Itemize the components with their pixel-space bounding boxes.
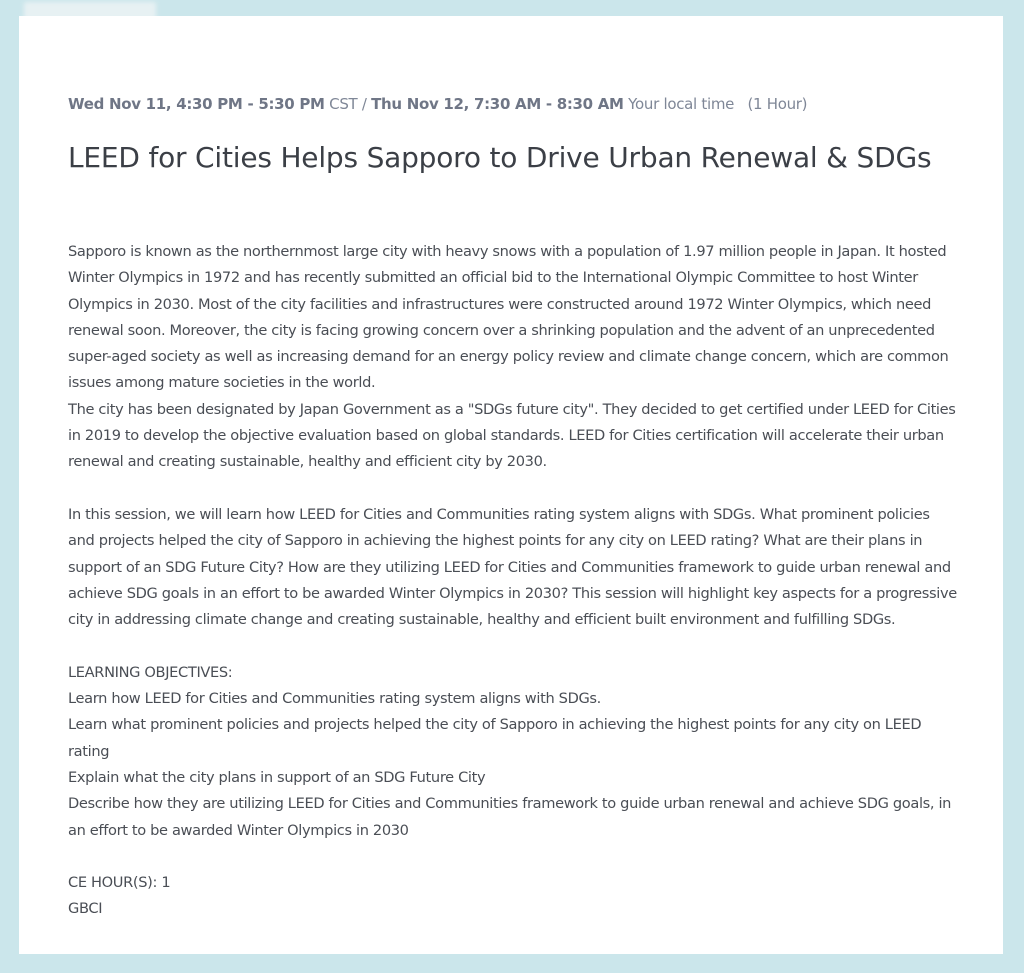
description-paragraph-3: In this session, we will learn how LEED for Cities and Communities rating system aligns with SDGs. What prominent policies and projects helped the city of Sapporo in achieving the highest points for any city on LEED rating? What are their plans in support of an SDG Future City? How are they utilizing LEED for Cities and Communities framework to guide urban renewal and achieve SDG goals in an effort to be awarded Winter Olympics in 2030? This session will highlight key aspects for a progressive city in addressing climate change and creating sustainable, healthy and efficient built environment and fulfilling SDGs. (68, 505, 957, 629)
session-duration: (1 Hour) (747, 95, 808, 113)
session-time-cst: Wed Nov 11, 4:30 PM - 5:30 PM (68, 95, 325, 113)
session-description (68, 239, 960, 923)
session-time (68, 95, 807, 113)
description-paragraph-1: Sapporo is known as the northernmost large city with heavy snows with a population of 1.97 million people in Japan. It hosted Winter Olympics in 1972 and has recently submitted an official bid to the International Olympic Committee to host Winter Olympics in 2030. Most of the city facilities and infrastructures were constructed around 1972 Winter Olympics, which need renewal soon. Moreover, the city is facing growing concern over a shrinking population and the advent of an unprecedented super-aged society as well as increasing demand for an energy policy review and climate change concern, which are common issues among mature societies in the world. (68, 243, 949, 392)
objectives-heading: LEARNING OBJECTIVES: (68, 663, 233, 681)
credit-organization: GBCI (68, 900, 103, 918)
session-time-separator: / (361, 95, 367, 113)
session-time-zone: CST (329, 95, 358, 113)
session-time-local: Thu Nov 12, 7:30 AM - 8:30 AM (371, 95, 624, 113)
session-time-local-label: Your local time (628, 95, 735, 113)
ce-hours: CE HOUR(S): 1 (68, 874, 171, 892)
objective-item: Learn how LEED for Cities and Communities rating system aligns with SDGs. (68, 690, 601, 708)
session-card (19, 16, 1003, 954)
objective-item: Explain what the city plans in support of an SDG Future City (68, 768, 486, 786)
description-paragraph-2: The city has been designated by Japan Government as a "SDGs future city". They decided to get certified under LEED for Cities in 2019 to develop the objective evaluation based on global standards. LEED for Cities certification will accelerate their urban renewal and creating sustainable, healthy and efficient city by 2030. (68, 400, 956, 471)
objective-item: Learn what prominent policies and projects helped the city of Sapporo in achieving the highest points for any city on LEED rating (68, 716, 922, 760)
objective-item: Describe how they are utilizing LEED for Cities and Communities framework to guide urban renewal and achieve SDG goals, in an effort to be awarded Winter Olympics in 2030 (68, 795, 952, 839)
session-title: LEED for Cities Helps Sapporo to Drive Urban Renewal & SDGs (68, 141, 932, 174)
